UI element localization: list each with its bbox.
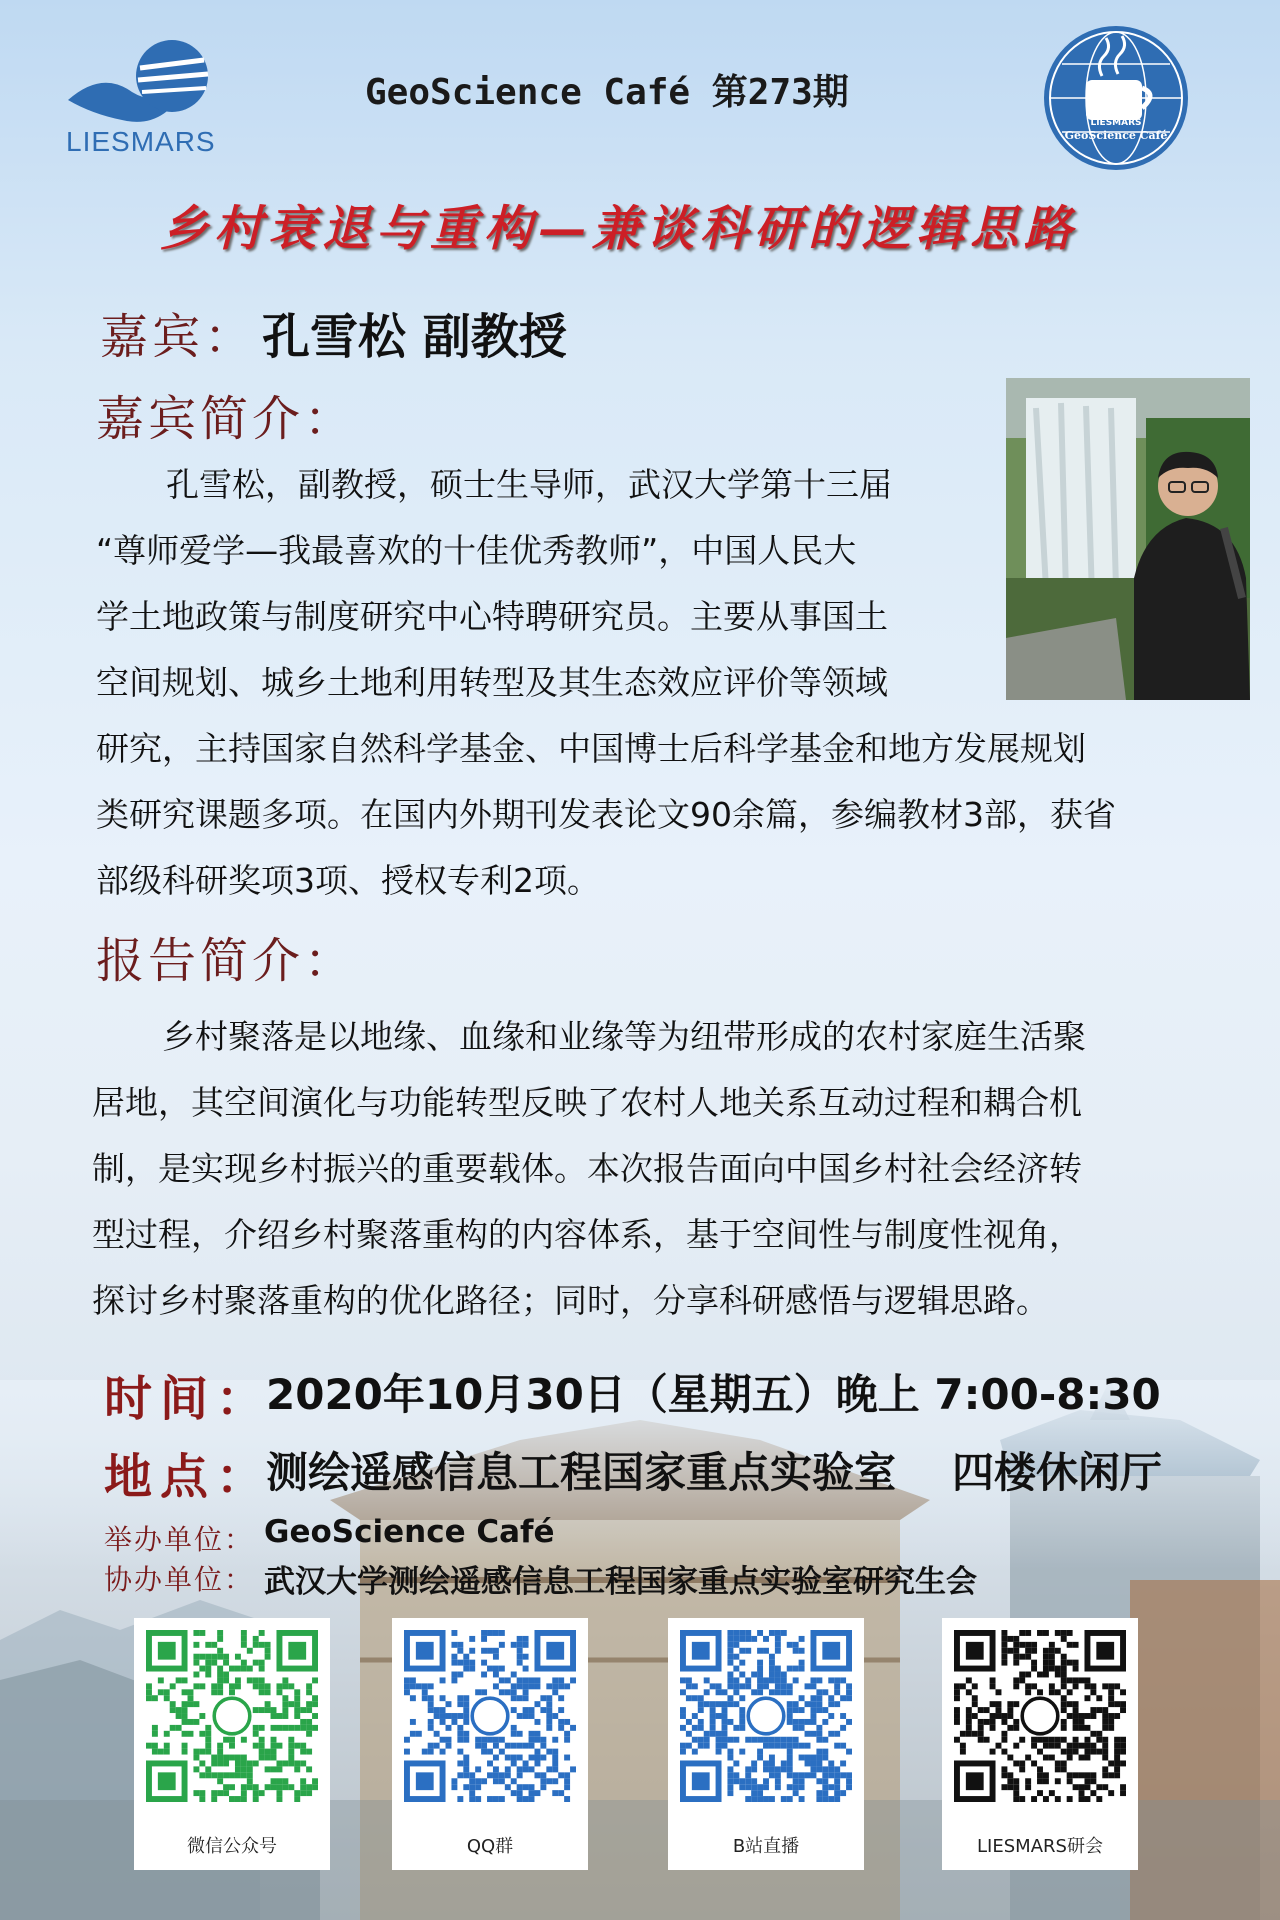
qq-icon <box>472 1698 508 1734</box>
logo-left-text: LIESMARS <box>66 126 216 157</box>
bio-line: 部级科研奖项3项、授权专利2项。 <box>96 861 600 900</box>
co-host-label: 协办单位： <box>104 1563 255 1596</box>
bio-line: 学土地政策与制度研究中心特聘研究员。主要从事国土 <box>96 597 888 636</box>
report-line: 探讨乡村聚落重构的优化路径；同时，分享科研感悟与逻辑思路。 <box>92 1281 1049 1320</box>
qq-qr-code[interactable] <box>404 1630 576 1802</box>
logo-right-line1: LIESMARS <box>1090 118 1142 128</box>
talk-title: 乡村衰退与重构—兼谈科研的逻辑思路 <box>160 201 1079 257</box>
guest-label: 嘉宾： <box>100 309 257 365</box>
guest-name: 孔雪松 副教授 <box>262 309 567 365</box>
logo-right-line2: GeoScience Café <box>1064 129 1168 142</box>
qr-caption: B站直播 <box>732 1836 800 1857</box>
qr-card-bilibili <box>668 1618 864 1870</box>
liesmars-seal-icon <box>1022 1698 1058 1734</box>
bio-line: 类研究课题多项。在国内外期刊发表论文90余篇，参编教材3部，获省 <box>96 795 1116 834</box>
location-value: 测绘遥感信息工程国家重点实验室 <box>266 1448 897 1497</box>
liesmars-qr-code[interactable] <box>954 1630 1126 1802</box>
qr-card-liesmars <box>942 1618 1138 1870</box>
qr-caption: QQ群 <box>466 1836 514 1857</box>
qr-caption: 微信公众号 <box>187 1836 277 1857</box>
bilibili-icon <box>748 1698 784 1734</box>
report-line: 制，是实现乡村振兴的重要载体。本次报告面向中国乡村社会经济转 <box>92 1149 1082 1188</box>
bio-paragraph-continued <box>96 716 1246 914</box>
report-line: 居地，其空间演化与功能转型反映了农村人地关系互动过程和耦合机 <box>92 1083 1082 1122</box>
location-label: 地点： <box>104 1449 273 1505</box>
bio-label: 嘉宾简介： <box>96 391 357 447</box>
host-value: GeoScience Café <box>264 1514 555 1550</box>
wechat-qr-code[interactable] <box>146 1630 318 1802</box>
speaker-photo <box>1006 378 1250 700</box>
qr-caption: LIESMARS研会 <box>977 1836 1103 1857</box>
event-title: GeoScience Café 第273期 <box>365 72 849 113</box>
report-line: 型过程，介绍乡村聚落重构的内容体系，基于空间性与制度性视角， <box>92 1215 1082 1254</box>
report-label: 报告简介： <box>96 933 357 989</box>
report-paragraph <box>92 1004 1232 1334</box>
geoscience-cafe-logo-icon <box>1042 24 1190 172</box>
time-label: 时间： <box>104 1371 273 1427</box>
bio-line: 孔雪松，副教授，硕士生导师，武汉大学第十三届 <box>166 465 892 504</box>
qr-card-wechat <box>134 1618 330 1870</box>
report-line: 乡村聚落是以地缘、血缘和业缘等为纽带形成的农村家庭生活聚 <box>162 1017 1086 1056</box>
host-label: 举办单位： <box>104 1523 255 1556</box>
bio-paragraph <box>96 452 1006 716</box>
wechat-icon <box>214 1698 250 1734</box>
bio-line: 空间规划、城乡土地利用转型及其生态效应评价等领域 <box>96 663 888 702</box>
bio-line: “尊师爱学—我最喜欢的十佳优秀教师”，中国人民大 <box>96 531 857 570</box>
bio-line: 研究，主持国家自然科学基金、中国博士后科学基金和地方发展规划 <box>96 729 1086 768</box>
bilibili-qr-code[interactable] <box>680 1630 852 1802</box>
time-value: 2020年10月30日（星期五）晚上 7:00-8:30 <box>266 1370 1161 1419</box>
co-host-value: 武汉大学测绘遥感信息工程国家重点实验室研究生会 <box>264 1564 977 1600</box>
location-room: 四楼休闲厅 <box>952 1448 1163 1497</box>
qr-card-qq <box>392 1618 588 1870</box>
